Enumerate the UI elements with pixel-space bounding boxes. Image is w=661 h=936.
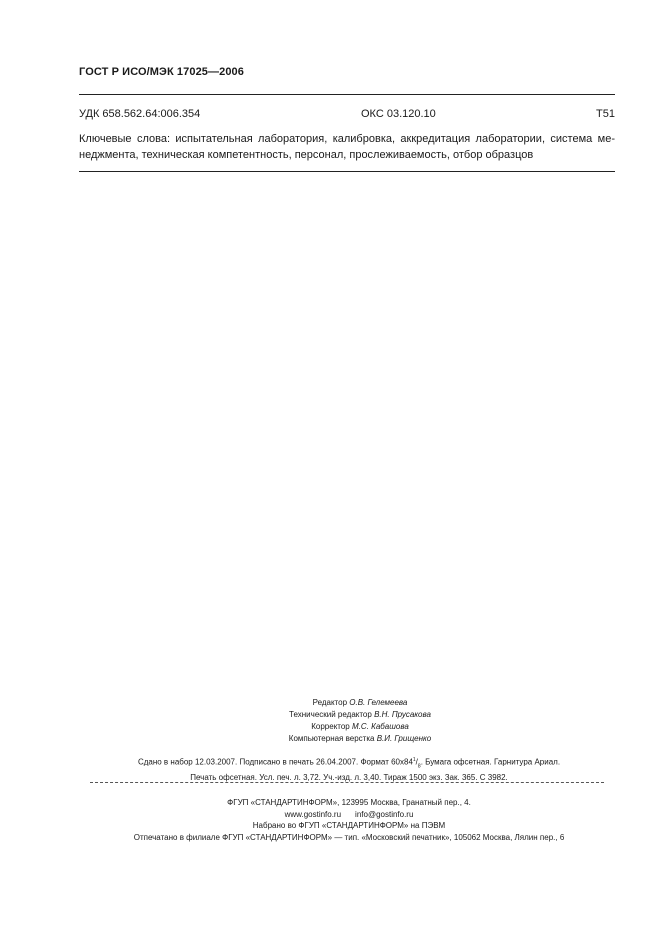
publisher-line-4: Отпечатано в филиале ФГУП «СТАНДАРТИНФОРМ» — тип. «Московский печатник», 105062 Москва, Лялин пер., 6 — [133, 832, 565, 842]
credit-proofreader — [180, 721, 540, 733]
bottom-divider — [79, 171, 615, 172]
classification-row — [79, 108, 615, 122]
format-fraction-numerator: 1 — [412, 757, 416, 763]
printing-line-1-a: Сдано в набор 12.03.2007. Подписано в печать 26.04.2007. Формат 60х84 — [137, 757, 413, 767]
credits-block — [180, 697, 540, 745]
credit-role: Технический редактор — [289, 710, 372, 719]
format-fraction-denominator: 8 — [417, 763, 421, 770]
credit-name: В.И. Грищенко — [376, 734, 432, 743]
credit-layout — [180, 733, 540, 745]
credit-role: Редактор — [312, 698, 348, 707]
publisher-website[interactable]: www.gostinfo.ru — [284, 809, 342, 819]
credit-tech-editor — [180, 709, 540, 721]
document-code-title: ГОСТ Р ИСО/МЭК 17025—2006 — [79, 66, 244, 78]
printing-line-1: Сдано в набор 12.03.2007. Подписано в печать 26.04.2007. Формат $60х84^1/_8$. Бумага офсетная. Гарнитура Ариал. — [137, 757, 561, 770]
publisher-contacts — [90, 809, 608, 821]
credit-name: В.Н. Прусакова — [374, 710, 431, 719]
oks-code: ОКС 03.120.10 — [361, 108, 436, 120]
credit-name: М.С. Кабашова — [352, 722, 409, 731]
credit-role: Корректор — [311, 722, 350, 731]
publisher-info — [90, 797, 608, 843]
publisher-email[interactable]: info@gostinfo.ru — [355, 809, 414, 819]
publisher-line-3: Набрано во ФГУП «СТАНДАРТИНФОРМ» на ПЭВМ — [252, 821, 446, 830]
credit-name: О.В. Гелемеева — [349, 698, 408, 707]
keywords-block — [79, 131, 615, 163]
credit-role: Компьютерная верстка — [288, 734, 375, 743]
printing-info — [90, 754, 608, 784]
publisher-line-1: ФГУП «СТАНДАРТИНФОРМ», 123995 Москва, Гранатный пер., 4. — [227, 798, 471, 807]
printing-line-1-b: . Бумага офсетная. Гарнитура Ариал. — [420, 757, 561, 767]
credit-editor — [180, 697, 540, 709]
keywords-line-2: неджмента, техническая компетентность, персонал, прослеживаемость, отбор образцов — [79, 149, 534, 161]
dashed-divider — [90, 782, 604, 783]
keywords-line-1: Ключевые слова: испытательная лаборатория, калибровка, аккредитация лаборатории, система ме- — [79, 133, 615, 145]
top-divider — [79, 94, 615, 95]
udk-code: УДК 658.562.64:006.354 — [79, 108, 201, 120]
group-code: Т51 — [596, 108, 615, 120]
printing-line-2: Печать офсетная. Усл. печ. л. 3,72. Уч.-изд. л. 3,40. Тираж 1500 экз. Зак. 365. С 3982. — [190, 773, 508, 783]
